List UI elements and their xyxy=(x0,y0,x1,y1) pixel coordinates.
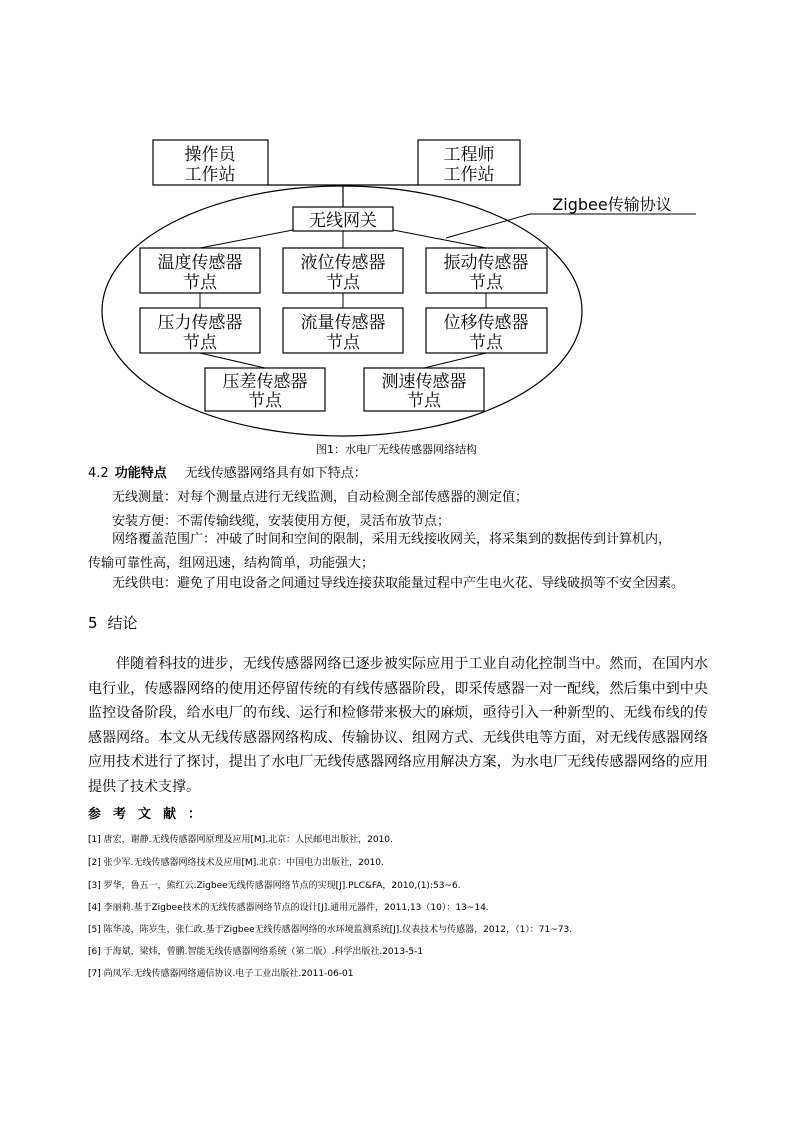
engineer-label-1: 工程师 xyxy=(443,145,495,165)
speed-label-1: 测速传感器 xyxy=(381,372,467,392)
section-title: 功能特点 xyxy=(114,466,167,481)
section-intro: 无线传感器网络具有如下特点： xyxy=(184,466,367,481)
references-heading: 参考文献： xyxy=(88,807,214,822)
diffpressure-label-2: 节点 xyxy=(248,391,282,411)
network-architecture-diagram xyxy=(0,0,793,450)
section-4-2-heading xyxy=(88,462,367,481)
speed-label-2: 节点 xyxy=(407,391,441,411)
engineer-label-2: 工作站 xyxy=(443,165,495,185)
gateway-label: 无线网关 xyxy=(309,211,377,231)
feature-wireless-measurement: 无线测量：对每个测量点进行无线监测，自动检测全部传感器的测定值； xyxy=(112,490,529,505)
flow-label-2: 节点 xyxy=(326,333,360,353)
vibration-label-1: 振动传感器 xyxy=(443,253,529,273)
reference-item-2: [2] 张少军.无线传感器网络技术及应用[M].北京：中国电力出版社，2010. xyxy=(88,858,384,868)
pressure-label-2: 节点 xyxy=(183,333,217,353)
displacement-label-1: 位移传感器 xyxy=(443,313,529,333)
temp-label-1: 温度传感器 xyxy=(157,253,243,273)
link-pressure-diffpressure xyxy=(200,353,265,368)
reference-item-1: [1] 唐宏，谢静.无线传感器网原理及应用[M].北京：人民邮电出版社，2010. xyxy=(88,835,393,845)
section-5-heading xyxy=(88,612,138,633)
feature-coverage-line1: 网络覆盖范围广：冲破了时间和空间的限制，采用无线接收网关，将采集到的数据传到计算机内， xyxy=(112,532,672,547)
protocol-label: Zigbee传输协议 xyxy=(552,195,672,214)
displacement-label-2: 节点 xyxy=(469,333,503,353)
chapter-number: 5 xyxy=(88,614,98,632)
link-displacement-speed xyxy=(424,353,486,368)
reference-item-7: [7] 尚凤军.无线传感器网络通信协议.电子工业出版社.2011-06-01 xyxy=(88,969,354,979)
diffpressure-label-1: 压差传感器 xyxy=(222,372,308,392)
feature-wireless-power: 无线供电：避免了用电设备之间通过导线连接获取能量过程中产生电火花、导线破损等不安全因素。 xyxy=(112,576,685,591)
feature-coverage-line2: 传输可靠性高，组网迅速，结构简单，功能强大； xyxy=(88,556,375,571)
level-label-1: 液位传感器 xyxy=(300,253,386,273)
reference-item-5: [5] 陈华凌，陈岁生，张仁政.基于Zigbee无线传感器网络的水环境监测系统[J].仪表技术与传感器，2012，（1）：71~73. xyxy=(88,925,573,935)
reference-item-3: [3] 罗华，鲁五一，熊红云.Zigbee无线传感器网络节点的实现[J].PLC&FA，2010,(1):53~6. xyxy=(88,881,461,891)
pressure-label-1: 压力传感器 xyxy=(157,313,243,333)
reference-item-6: [6] 于海斌，梁炜，曾鹏.智能无线传感器网络系统（第二版）.科学出版社.2013-5-1 xyxy=(88,947,424,957)
conclusion-paragraph: 伴随着科技的进步，无线传感器网络已逐步被实际应用于工业自动化控制当中。然而，在国内水电行业，传感器网络的使用还停留传统的有线传感器阶段，即采传感器一对一配线，然后集中到中央监控设备阶段，给水电厂的布线、运行和检修带来极大的麻烦，亟待引入一种新型的、无线布线的传感器网络。本文从无线传感器网络构成、传输协议、组网方式、无线供电等方面，对无线传感器网络应用技术进行了探讨，提出了水电厂无线传感器网络应用解决方案，为水电厂无线传感器网络的应用提供了技术支撑。 xyxy=(88,656,708,795)
feature-coverage xyxy=(88,528,712,576)
chapter-title: 结论 xyxy=(107,614,138,632)
flow-label-1: 流量传感器 xyxy=(300,313,386,333)
link-gateway-temp xyxy=(200,229,298,248)
level-label-2: 节点 xyxy=(326,273,360,293)
section-number: 4.2 xyxy=(88,466,109,481)
operator-label-2: 工作站 xyxy=(184,165,236,185)
temp-label-2: 节点 xyxy=(183,273,217,293)
figure-caption: 图1：水电厂无线传感器网络结构 xyxy=(316,443,477,456)
vibration-label-2: 节点 xyxy=(469,273,503,293)
operator-label-1: 操作员 xyxy=(184,145,236,165)
link-gateway-vibration xyxy=(388,229,486,248)
reference-item-4: [4] 李丽莉.基于Zigbee技术的无线传感器网络节点的设计[J].通用元器件，2011,13（10）：13~14. xyxy=(88,903,489,913)
feature-easy-install: 安装方便：不需传输线缆，安装使用方便，灵活布放节点； xyxy=(112,514,451,529)
